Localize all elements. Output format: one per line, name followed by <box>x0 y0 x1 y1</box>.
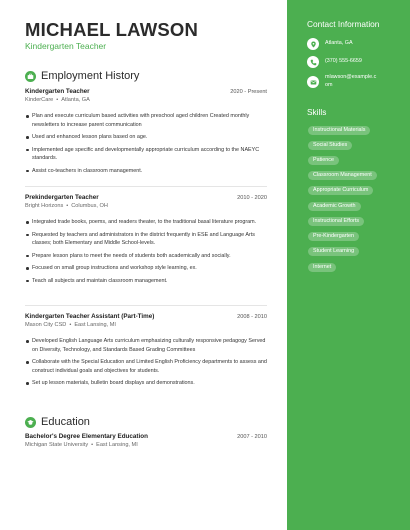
job-dates: 2010 - 2020 <box>237 195 267 201</box>
email-icon <box>307 76 319 88</box>
job-company-line: Bright Horizons • Columbus, OH <box>25 203 108 209</box>
job-bullets <box>25 337 267 388</box>
degree-title: Bachelor's Degree Elementary Education <box>25 433 148 440</box>
skill-tag: Classroom Management <box>308 171 377 180</box>
email-line: mlawson@example.c <box>325 74 377 80</box>
job-company-line: KinderCare • Atlanta, GA <box>25 97 90 103</box>
job-entry <box>25 88 267 176</box>
skills-section-title: Skills <box>307 107 327 117</box>
employment-section-title: Employment History <box>41 70 140 82</box>
job-company-line: Mason City CSD • East Lansing, MI <box>25 322 116 328</box>
candidate-role: Kindergarten Teacher <box>25 41 107 51</box>
job-title: Kindergarten Teacher <box>25 88 90 95</box>
skill-tag: Instructional Materials <box>308 126 370 135</box>
employment-section-header <box>25 70 139 82</box>
contact-phone <box>307 56 362 68</box>
divider <box>25 186 267 187</box>
education-section-title: Education <box>41 416 90 428</box>
phone-icon <box>307 56 319 68</box>
job-company: Mason City CSD <box>25 322 67 328</box>
contact-location-text: Atlanta, GA <box>325 40 353 46</box>
job-bullet: Plan and execute curriculum based activities with preschool aged children Created monthly newsletters to increase parent communication <box>25 112 267 129</box>
job-dates: 2008 - 2010 <box>237 314 267 320</box>
skill-tag: Instructional Efforts <box>308 217 364 226</box>
job-bullet: Developed English Language Arts curriculum emphasizing culturally responsive pedagogy Served on Diversity, Technology, and Standards Based Grading Committees <box>25 337 267 354</box>
location-pin-icon <box>307 38 319 50</box>
education-entry <box>25 433 267 448</box>
job-company: KinderCare <box>25 97 54 103</box>
job-entry <box>25 194 267 286</box>
skill-tag: Appropriate Curriculum <box>308 186 373 195</box>
contact-location <box>307 38 353 50</box>
job-location: East Lansing, MI <box>74 322 116 328</box>
job-bullet: Focused on small group instructions and workshop style learning, ex. <box>25 264 267 273</box>
job-bullet: Implemented age specific and developmentally appropriate curriculum according to the NAEYC standards. <box>25 146 267 163</box>
job-entry <box>25 313 267 388</box>
skill-tag: Social Studies <box>308 141 352 150</box>
job-bullet: Prepare lesson plans to meet the needs of students both academically and socially. <box>25 252 267 261</box>
education-school-line: Michigan State University • East Lansing, MI <box>25 442 138 448</box>
contact-email <box>307 74 376 89</box>
contact-email-text[interactable] <box>325 74 376 89</box>
graduation-icon <box>25 417 36 428</box>
candidate-name: MICHAEL LAWSON <box>25 19 199 40</box>
job-bullet: Requested by teachers and administrators in the district frequently in ESE and Language Arts classes; both Elementary and Middle School-levels. <box>25 231 267 248</box>
job-location: Atlanta, GA <box>61 97 90 103</box>
job-bullet: Used and enhanced lesson plans based on age. <box>25 133 267 142</box>
job-dates: 2020 - Present <box>230 89 267 95</box>
school-location: East Lansing, MI <box>96 442 138 448</box>
job-location: Columbus, OH <box>71 203 108 209</box>
school-name: Michigan State University <box>25 442 89 448</box>
contact-section-title: Contact Information <box>307 19 380 29</box>
skill-tag: Patience <box>308 156 339 165</box>
job-bullets <box>25 112 267 176</box>
job-bullet: Assist co-teachers in classroom management. <box>25 167 267 176</box>
skill-tag: Internet <box>308 263 336 272</box>
job-bullets <box>25 218 267 286</box>
job-title: Prekindergarten Teacher <box>25 194 99 201</box>
skill-tag: Academic Growth <box>308 202 361 211</box>
job-title: Kindergarten Teacher Assistant (Part-Time) <box>25 313 155 320</box>
job-company: Bright Horizons <box>25 203 64 209</box>
job-bullet: Integrated trade books, poems, and readers theater, to the traditional basal literature program. <box>25 218 267 227</box>
skill-tag: Student Learning <box>308 247 359 256</box>
skill-tag: Pre-Kindergarten <box>308 232 359 241</box>
job-bullet: Collaborate with the Special Education and Limited English Proficiency departments to assess and construct individual goals and objectives for students. <box>25 358 267 375</box>
job-bullet: Teach all subjects and maintain classroom management. <box>25 277 267 286</box>
education-section-header <box>25 416 90 428</box>
briefcase-icon <box>25 71 36 82</box>
contact-phone-text: (370) 555-6659 <box>325 58 362 64</box>
divider <box>25 305 267 306</box>
job-bullet: Set up lesson materials, bulletin board displays and demonstrations. <box>25 379 267 388</box>
education-dates: 2007 - 2010 <box>237 434 267 440</box>
email-line: om <box>325 81 333 88</box>
